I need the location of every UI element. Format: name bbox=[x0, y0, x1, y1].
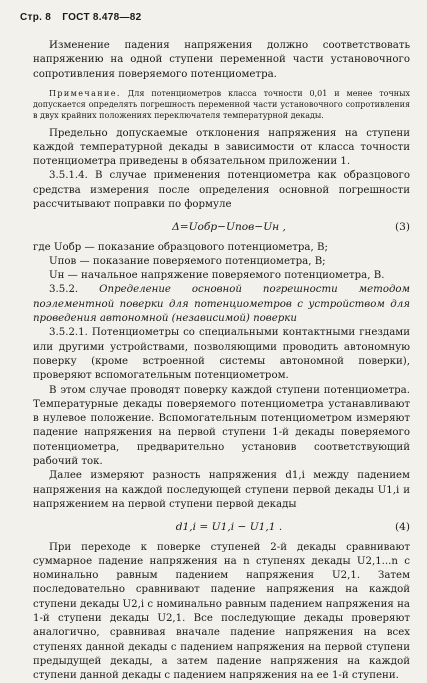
paragraph-3-5-1-4: 3.5.1.4. В случае применения потенциометра как образцового средства измерения после определения основной погрешности рассчитывают поправки по формуле bbox=[33, 170, 410, 210]
note-paragraph bbox=[33, 88, 410, 122]
note-text: Для потенциометров класса точности 0,01 и менее точных допускается определять погрешность переменной части установочного сопротивления в двух крайних положениях переключателя температурной декады. bbox=[33, 88, 410, 121]
paragraph-step-check: В этом случае проводят поверку каждой ступени потенциометра. Температурные декады поверяемого потенциометра устанавливают в нулевое положение. Вспомогательным потенциометром измеряют падение напряжения на первой ступени 1-й декады поверяемого потенциометра, предварительно установив соответствующий рабочий ток. bbox=[33, 384, 410, 468]
definition-un: Uн — начальное напряжение поверяемого потенциометра, В. bbox=[49, 270, 385, 282]
section-number: 3.5.2. bbox=[49, 284, 79, 296]
page-header bbox=[20, 12, 149, 23]
formula-definitions bbox=[33, 241, 410, 284]
formula-3-number: (3) bbox=[394, 221, 410, 234]
definition-uobr: где Uобр — показание образцового потенциометра, В; bbox=[33, 241, 328, 253]
standard-code: ГОСТ 8.478—82 bbox=[62, 12, 142, 23]
definition-upov: Uпов — показание поверяемого потенциометра, В; bbox=[49, 255, 326, 267]
formula-4 bbox=[33, 512, 410, 540]
paragraph-difference: Далее измеряют разность напряжения d1,i между падением напряжения на каждой последующей ступени первой декады U1,i и напряжением на первой ступени первой декады bbox=[33, 470, 410, 510]
document-body bbox=[33, 39, 410, 683]
paragraph-step-change: Изменение падения напряжения должно соответствовать напряжению на одной ступени переменной части установочного сопротивления поверяемого потенциометра. bbox=[33, 40, 410, 80]
paragraph-3-5-2-1: 3.5.2.1. Потенциометры со специальными контактными гнездами или другими устройствами, позволяющими проводить автономную поверку (кроме встроенной системы автономной поверки), проверяют вспомогательным потенциометром. bbox=[33, 327, 410, 382]
paragraph-deviation: Предельно допускаемые отклонения напряжения на ступени каждой температурной декады в зависимости от класса точности потенциометра приведены в обязательном приложении 1. bbox=[33, 127, 410, 168]
page-number: Стр. 8 bbox=[20, 12, 52, 23]
formula-4-expression: d1,i = U1,i − U1,1 . bbox=[175, 521, 283, 534]
formula-4-number: (4) bbox=[394, 521, 410, 534]
note-label: Примечание. bbox=[49, 88, 121, 98]
section-3-5-2-heading bbox=[33, 283, 410, 326]
formula-3 bbox=[33, 212, 410, 240]
formula-3-expression: Δ=Uобр−Uпов−Uн , bbox=[172, 221, 286, 234]
section-title: Определение основной погрешности методом поэлементной поверки для потенциометров с устройством для проведения автономной (независимой) поверки bbox=[33, 284, 410, 325]
paragraph-second-decade: При переходе к поверке ступеней 2-й декады сравнивают суммарное падение напряжения на n ступенях декады U2,1...n с номинально равным падением напряжения U2,1. Затем последовательно сравнивают падение напряжения на каждой ступени декады U2,i с номинально равным падением напряжения на 1-й ступени декады U2,1. Все последующие декады проверяют аналогично, сравнивая вначале падение напряжения на всех ступенях данной декады с падением напряжения на первой ступени предыдущей декады, а затем падение напряжения на каждой ступени данной декады с падением напряжения на ее 1-й ступени. bbox=[33, 541, 410, 682]
